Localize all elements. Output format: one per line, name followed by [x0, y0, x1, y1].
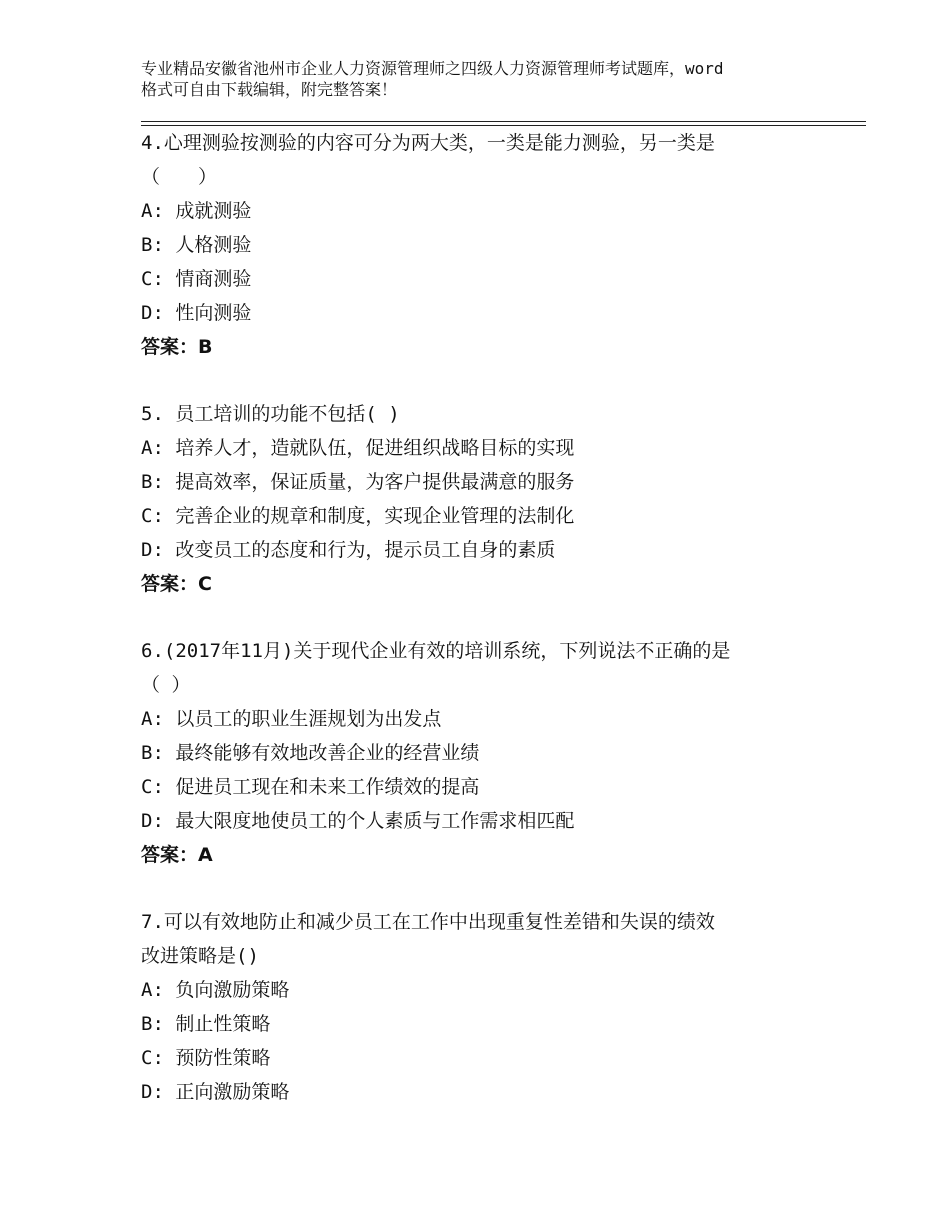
- option-c: C: 促进员工现在和未来工作绩效的提高: [141, 776, 480, 798]
- question-4: [141, 126, 841, 364]
- question-list: [141, 126, 841, 1109]
- option-d: D: 改变员工的态度和行为，提示员工自身的素质: [141, 539, 556, 561]
- question-stem-cont: 改进策略是(): [141, 945, 259, 967]
- question-6: [141, 634, 841, 872]
- header-rule-top: [141, 121, 866, 122]
- option-b: B: 人格测验: [141, 234, 252, 256]
- header-line-1: 专业精品安徽省池州市企业人力资源管理师之四级人力资源管理师考试题库，word: [141, 59, 724, 78]
- document-header: [141, 58, 841, 100]
- spacer: [141, 872, 841, 905]
- spacer: [141, 364, 841, 397]
- option-d: D: 正向激励策略: [141, 1081, 290, 1103]
- question-stem-cont: （ ）: [141, 166, 218, 188]
- answer-label: 答案：B: [141, 336, 213, 358]
- option-a: A: 负向激励策略: [141, 979, 290, 1001]
- question-stem: 7.可以有效地防止和减少员工在工作中出现重复性差错和失误的绩效: [141, 911, 715, 933]
- answer-label: 答案：C: [141, 573, 212, 595]
- option-c: C: 预防性策略: [141, 1047, 271, 1069]
- question-stem: 6.(2017年11月)关于现代企业有效的培训系统，下列说法不正确的是: [141, 640, 731, 662]
- header-line-2: 格式可自由下载编辑，附完整答案！: [141, 80, 398, 99]
- option-b: B: 制止性策略: [141, 1013, 271, 1035]
- option-c: C: 完善企业的规章和制度，实现企业管理的法制化: [141, 505, 575, 527]
- option-a: A: 以员工的职业生涯规划为出发点: [141, 708, 442, 730]
- option-c: C: 情商测验: [141, 268, 252, 290]
- question-5: [141, 397, 841, 601]
- option-b: B: 最终能够有效地改善企业的经营业绩: [141, 742, 480, 764]
- option-a: A: 成就测验: [141, 200, 252, 222]
- question-stem-cont: （ ）: [141, 674, 191, 696]
- answer-label: 答案：A: [141, 844, 213, 866]
- option-d: D: 最大限度地使员工的个人素质与工作需求相匹配: [141, 810, 575, 832]
- option-a: A: 培养人才，造就队伍，促进组织战略目标的实现: [141, 437, 575, 459]
- question-7: [141, 905, 841, 1109]
- option-b: B: 提高效率，保证质量，为客户提供最满意的服务: [141, 471, 575, 493]
- question-stem: 5. 员工培训的功能不包括( ): [141, 403, 400, 425]
- option-d: D: 性向测验: [141, 302, 252, 324]
- spacer: [141, 601, 841, 634]
- question-stem: 4.心理测验按测验的内容可分为两大类，一类是能力测验，另一类是: [141, 132, 715, 154]
